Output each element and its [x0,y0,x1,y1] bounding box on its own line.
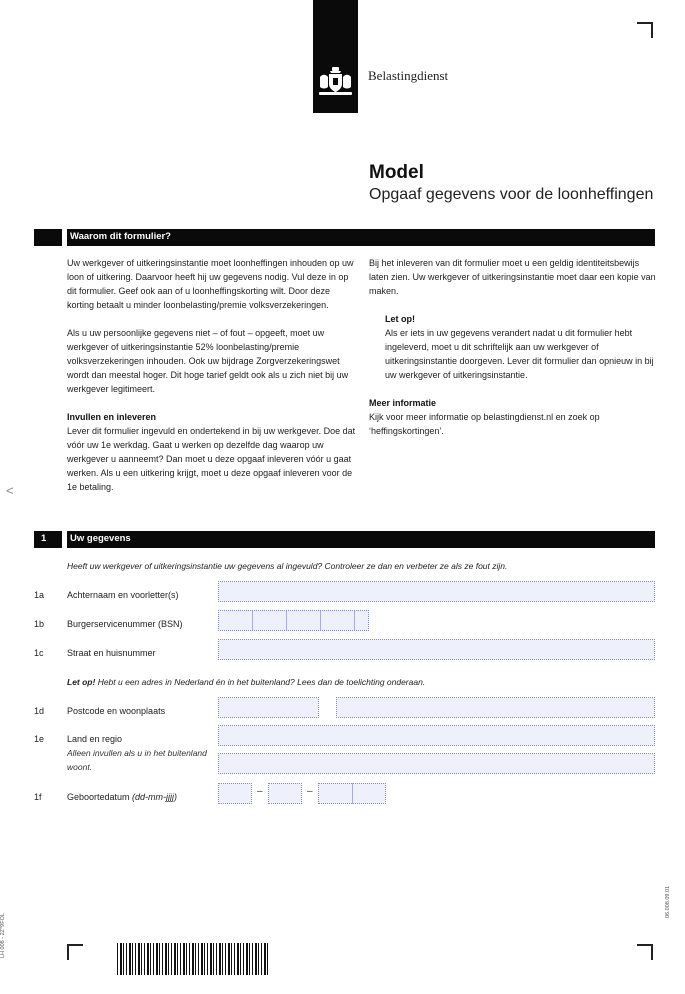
section-header-why [34,229,655,246]
barcode [117,943,269,975]
meer-informatie-text: Kijk voor meer informatie op belastingdienst.nl en zoek op ‘heffingskortingen’. [369,412,600,436]
document-title: Model [369,162,424,183]
crop-mark-bottom-right [637,944,653,960]
lettop-heading: Let op! [385,314,415,324]
section-intro: Heeft uw werkgever of uitkeringsinstantie uw gegevens al ingevuld? Controleer ze dan en verbeter ze als ze fout zijn. [67,561,508,571]
date-separator: – [307,786,313,797]
identity-paragraph: Bij het inleveren van dit formulier moet u een geldig identiteitsbewijs laten zien. Uw werkgever of uitkeringsinstantie moet daar een kopie van maken. [369,258,656,296]
form-code-left: LH 008 - 2Z*9FOL [0,913,6,958]
woonplaats-field[interactable] [336,697,655,718]
section-title-why: Waarom dit formulier? [70,231,171,242]
lettop-text: Als er iets in uw gegevens verandert nadat u dit formulier hebt ingeleverd, moet u dit schriftelijk aan uw werkgever of uitkeringsinstantie doorgeven. Lever dit formulier dan opnieuw in bij uw werkgever of uitkeringsinstantie. [385,328,654,380]
why-right-column [369,256,659,438]
meer-informatie-heading: Meer informatie [369,398,437,408]
document-subtitle: Opgaaf gegevens voor de loonheffingen [369,186,654,203]
geboortedatum-format: (dd-mm-jjjj) [129,792,178,802]
date-separator: – [257,786,263,797]
achternaam-field[interactable] [218,581,655,602]
label-postcode: Postcode en woonplaats [67,706,166,716]
birth-year-field[interactable] [318,783,386,804]
logo-ribbon [313,0,358,113]
form-code-right: 06.008.09.01 [665,885,671,918]
why-paragraph: Uw werkgever of uitkeringsinstantie moet loonheffingen inhouden op uw loon of uitkering. Daarvoor heeft hij uw gegevens nodig. Vul deze in op dit formulier. Geef ook aan of u loonheffingskorting wilt. Door deze korting betaalt u minder loonbelasting/premie volksverzekeringen. [67,258,354,310]
label-land: Land en regio [67,734,123,744]
logo-wordmark: Belastingdienst [368,68,449,83]
row-number-1e: 1e [34,734,45,744]
section-header-uw-gegevens [34,531,655,548]
invullen-text: Lever dit formulier ingevuld en ondertekend in bij uw werkgever. Doe dat vóór uw 1e werkdag. Gaat u werken op dezelfde dag waarop uw werkgever u aanneemt? Dan moet u deze opgaaf inleveren vóór u gaat werken. Als u een uitkering krijgt, moet u deze opgaaf inleveren voor de 1e betaling. [67,426,356,492]
postcode-field[interactable] [218,697,319,718]
geboortedatum-label-text: Geboortedatum [67,792,130,802]
why-paragraph: Als u uw persoonlijke gegevens niet – of fout – opgeeft, moet uw werkgever of uitkeringsinstantie 52% loonbelasting/premie volksverzekeringen inhouden. Ook uw bijdrage Zorgverzekeringswet wordt dan meestal hoger. Dit hoge tarief geldt ook als u zich niet bij uw werkgever legitimeert. [67,328,349,394]
row-number-1b: 1b [34,619,45,629]
row-number-1f: 1f [34,792,42,802]
straat-field[interactable] [218,639,655,660]
label-land-note: Alleen invullen als u in het buitenland woont. [67,748,207,772]
birth-day-field[interactable] [218,783,252,804]
address-notice-bold: Let op! [67,677,96,687]
label-geboortedatum [67,792,177,802]
label-achternaam: Achternaam en voorletter(s) [67,590,179,600]
coat-of-arms-icon [317,65,354,99]
why-left-column [67,256,357,494]
section-number: 1 [41,533,47,544]
section-title-uw-gegevens: Uw gegevens [70,533,131,544]
row-number-1d: 1d [34,706,45,716]
crop-mark-top-right [637,22,653,38]
land-field[interactable] [218,725,655,746]
birth-month-field[interactable] [268,783,302,804]
invullen-heading: Invullen en inleveren [67,412,157,422]
label-bsn: Burgerservicenummer (BSN) [67,619,183,629]
address-notice [67,677,425,687]
row-number-1c: 1c [34,648,44,658]
row-number-1a: 1a [34,590,45,600]
bsn-field[interactable] [218,610,369,631]
crop-mark-bottom-left [67,944,83,960]
chevron-left-icon: < [6,483,14,498]
lettop-block [385,312,659,382]
label-straat: Straat en huisnummer [67,648,156,658]
address-notice-text: Hebt u een adres in Nederland én in het buitenland? Lees dan de toelichting onderaan. [95,677,426,687]
regio-field[interactable] [218,753,655,774]
